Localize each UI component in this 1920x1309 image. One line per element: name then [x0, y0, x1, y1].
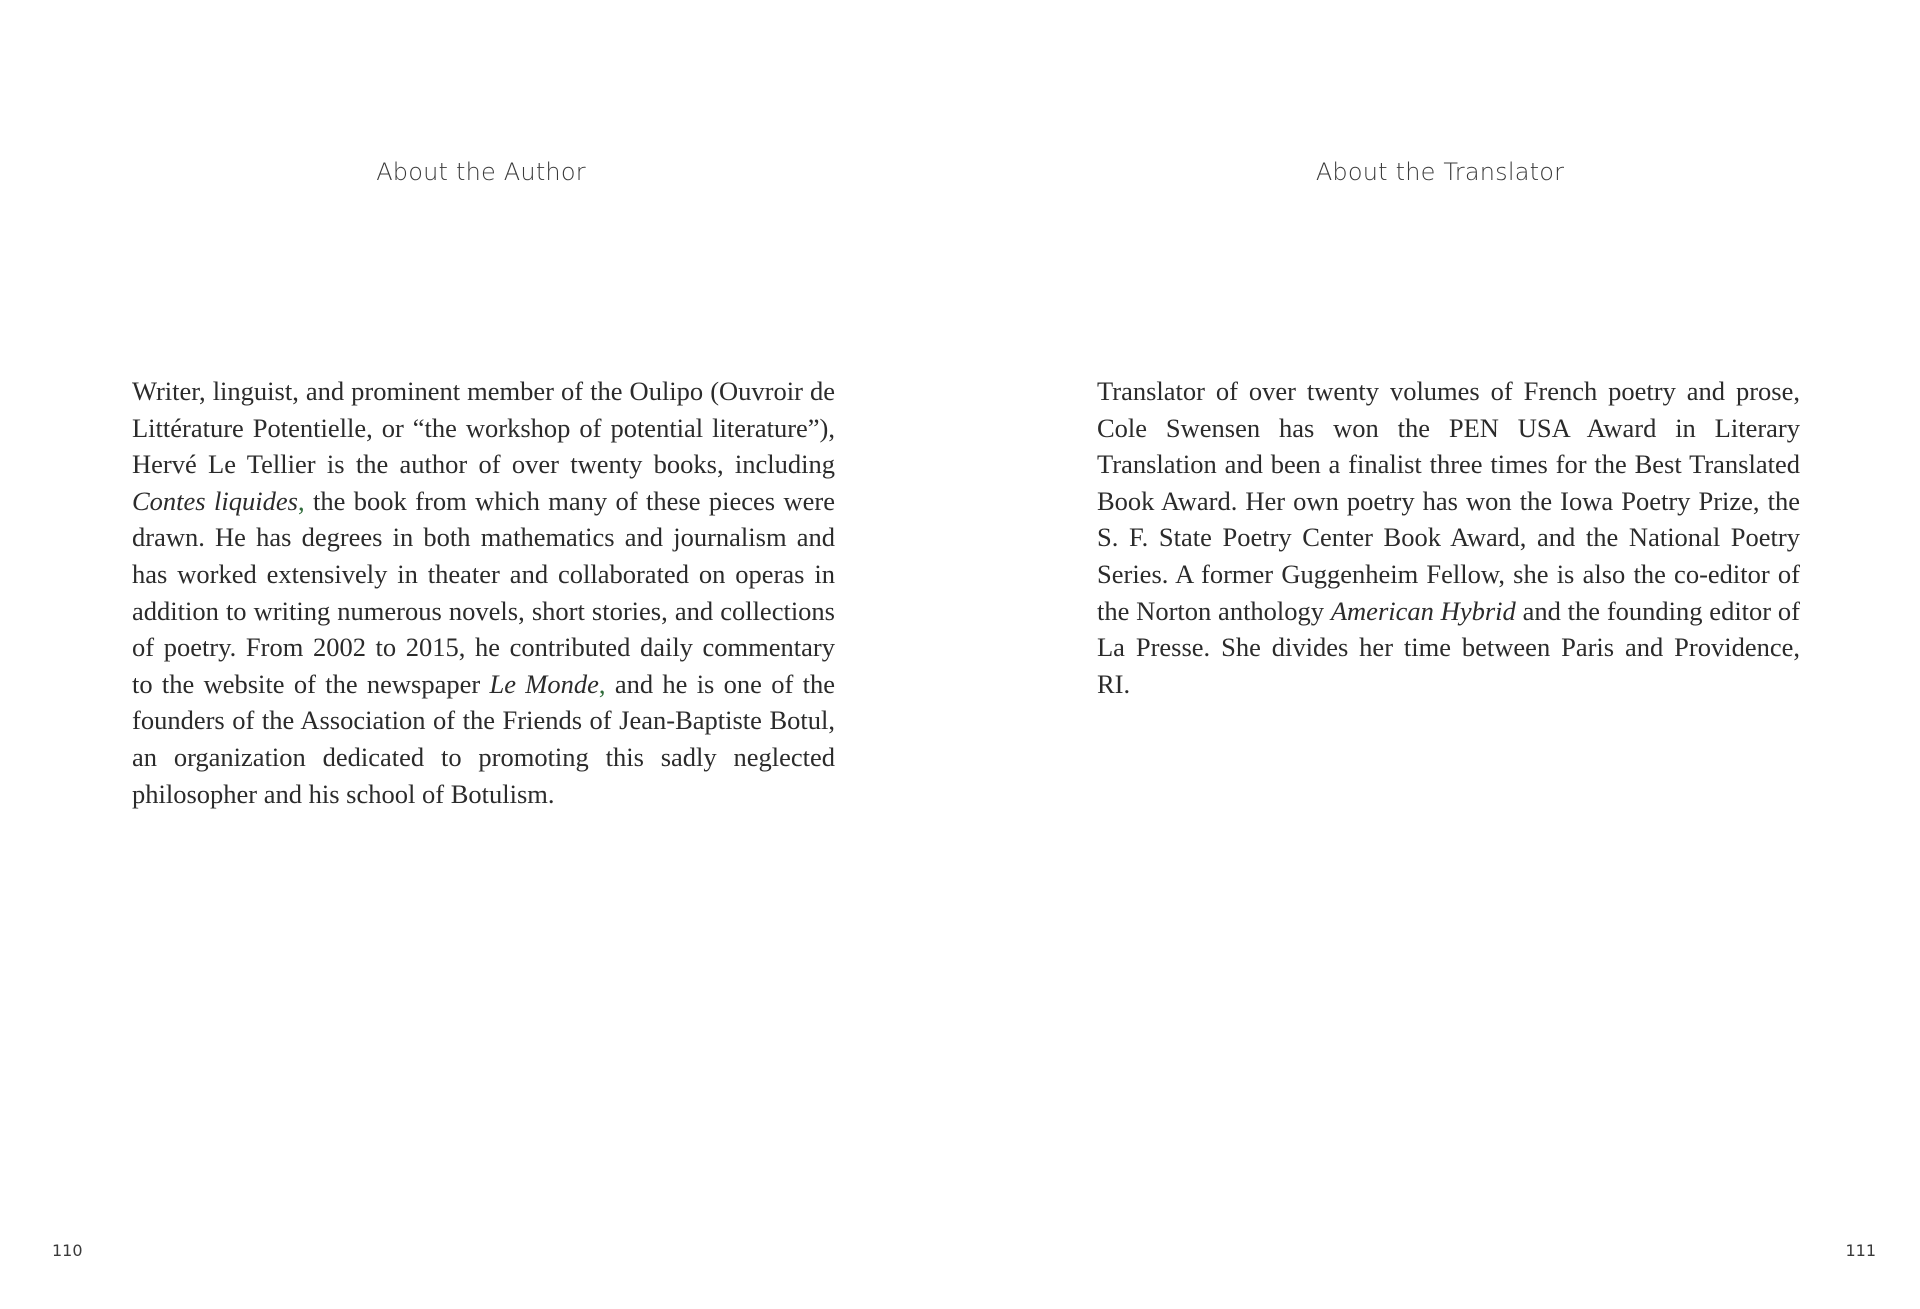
right-page [960, 0, 1920, 1309]
translator-bio [1097, 373, 1800, 702]
newspaper-title-le-monde: Le Monde [489, 668, 599, 699]
author-bio-part-3: and he is one of the founders of the Association of the Friends of Jean-Baptiste Botul, an organization dedicated to promoting this sadly neglected philosopher and his school of Botulism. [132, 668, 835, 809]
right-page-number: 111 [1845, 1241, 1876, 1260]
translator-heading: About the Translator [1315, 158, 1565, 186]
left-page-number: 110 [52, 1241, 83, 1260]
author-bio-comma-1: , [297, 485, 305, 516]
anthology-title-american-hybrid: American Hybrid [1330, 595, 1516, 626]
author-bio-part-1: Writer, linguist, and prominent member of the Oulipo (Ouvroir de Littérature Potentielle, or “the workshop of potential literature”), Hervé Le Tellier is the author of over twenty books, including [132, 376, 835, 480]
author-bio-part-2: the book from which many of these pieces were drawn. He has degrees in both mathematics and journalism and has worked extensively in theater and collaborated on operas in addition to writing numerous novels, short stories, and collections of poetry. From 2002 to 2015, he contributed daily commentary to the website of the newspaper [132, 485, 835, 699]
translator-bio-part-2: and the founding editor of La Presse. She divides her time between Paris and Providence, RI. [1097, 595, 1800, 699]
author-bio-comma-2: , [598, 668, 606, 699]
author-bio [132, 373, 835, 812]
book-title-contes-liquides: Contes liquides [132, 485, 298, 516]
translator-bio-part-1: Translator of over twenty volumes of French poetry and prose, Cole Swensen has won the PEN USA Award in Literary Translation and been a finalist three times for the Best Translated Book Award. Her own poetry has won the Iowa Poetry Prize, the S. F. State Poetry Center Book Award, and the National Poetry Series. A former Guggenheim Fellow, she is also the co-editor of the Norton anthology [1097, 376, 1800, 626]
author-heading: About the Author [376, 158, 586, 186]
